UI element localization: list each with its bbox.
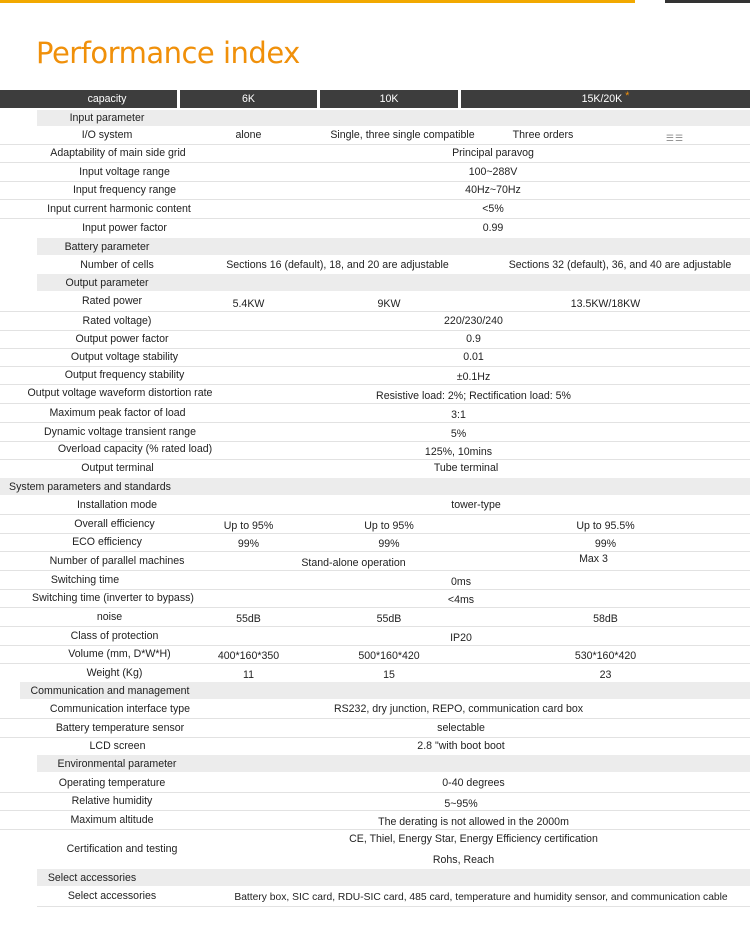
table-header bbox=[0, 90, 750, 108]
row-label: Number of parallel machines bbox=[49, 554, 185, 567]
section-env-label: Environmental parameter bbox=[57, 757, 177, 770]
row-label: Communication interface type bbox=[49, 703, 191, 715]
header-divider bbox=[458, 90, 461, 108]
table-row bbox=[0, 829, 750, 869]
cell-value: <4ms bbox=[447, 594, 475, 606]
row-label: Class of protection bbox=[70, 629, 159, 642]
menu-glyph-icon: ☰☰ bbox=[665, 132, 685, 143]
cell-value: 220/230/240 bbox=[444, 314, 503, 327]
cell-6k: Up to 95% bbox=[223, 519, 274, 532]
table-row bbox=[0, 348, 750, 366]
cell-value: RS232, dry junction, REPO, communication card box bbox=[333, 703, 584, 715]
cell-value: 0.01 bbox=[463, 351, 484, 363]
cell-value: 0ms bbox=[450, 575, 471, 588]
cell-value: tower-type bbox=[451, 499, 501, 511]
cell-6k: alone bbox=[235, 129, 262, 141]
table-row bbox=[0, 718, 750, 737]
table-row bbox=[0, 163, 750, 181]
row-label: Battery temperature sensor bbox=[55, 721, 185, 734]
cell-value: ±0.1Hz bbox=[456, 371, 491, 383]
cell-value: 3:1 bbox=[451, 408, 466, 421]
table-row bbox=[0, 645, 750, 663]
section-env bbox=[37, 755, 750, 772]
row-label: Switching time (inverter to bypass) bbox=[32, 592, 194, 604]
row-label: I/O system bbox=[81, 129, 133, 141]
table-row bbox=[0, 496, 750, 514]
row-label: Select accessories bbox=[67, 889, 157, 902]
cell-6k: 55dB bbox=[236, 612, 261, 625]
table-row bbox=[0, 218, 750, 237]
cell-value: Tube terminal bbox=[433, 462, 499, 474]
table-row bbox=[0, 792, 750, 810]
top-accent-bar-dark bbox=[665, 0, 750, 3]
row-label: Rated voltage) bbox=[82, 314, 152, 327]
row-label: Maximum altitude bbox=[70, 813, 154, 826]
cell-10k: 15 bbox=[383, 668, 395, 681]
row-label: Switching time bbox=[50, 573, 120, 586]
cell-value: 0.9 bbox=[466, 333, 481, 345]
row-label: Certification and testing bbox=[66, 843, 178, 855]
table-row bbox=[0, 774, 750, 792]
table-row bbox=[0, 311, 750, 330]
section-system bbox=[0, 478, 750, 495]
row-label: Input current harmonic content bbox=[47, 202, 191, 215]
cell-value: selectable bbox=[437, 721, 485, 734]
row-label: Input frequency range bbox=[72, 184, 177, 196]
cell-15k: Up to 95.5% bbox=[576, 519, 635, 532]
cell-10k: 500*160*420 bbox=[358, 650, 420, 662]
cell-value: 125%, 10mins bbox=[424, 446, 493, 458]
row-label: Input power factor bbox=[82, 221, 167, 234]
row-label: Rated power bbox=[81, 295, 143, 307]
section-output-label: Output parameter bbox=[65, 276, 149, 289]
cell-6k-10k: Sections 16 (default), 18, and 20 are adjustable bbox=[226, 258, 449, 271]
table-row bbox=[0, 291, 750, 311]
cell-15k: 530*160*420 bbox=[574, 650, 637, 662]
header-left-fill bbox=[0, 90, 37, 108]
table-row bbox=[0, 886, 750, 905]
table-row bbox=[0, 459, 750, 477]
cell-value: 100~288V bbox=[468, 166, 518, 178]
cell-6k: 99% bbox=[237, 538, 260, 550]
cell-value: <5% bbox=[482, 202, 504, 215]
header-divider bbox=[177, 90, 180, 108]
row-label: Maximum peak factor of load bbox=[49, 406, 186, 419]
cell-15k: 58dB bbox=[593, 612, 618, 625]
table-row bbox=[0, 663, 750, 682]
row-label: Installation mode bbox=[76, 499, 158, 511]
row-label: noise bbox=[96, 610, 123, 623]
header-10k: 10K bbox=[320, 90, 458, 108]
cell-6k: 400*160*350 bbox=[217, 650, 280, 662]
table-row bbox=[0, 737, 750, 755]
table-row bbox=[0, 366, 750, 384]
header-capacity: capacity bbox=[37, 90, 177, 108]
cell-value: 5~95% bbox=[444, 798, 478, 810]
header-divider bbox=[317, 90, 320, 108]
cell-value: 40Hz~70Hz bbox=[465, 184, 521, 196]
section-input-label: Input parameter bbox=[69, 112, 145, 124]
section-comm bbox=[20, 682, 750, 699]
table-row bbox=[0, 384, 750, 402]
table-row bbox=[0, 589, 750, 607]
row-label: Output terminal bbox=[81, 462, 154, 474]
cell-value-line2: Rohs, Reach bbox=[432, 854, 495, 866]
table-row bbox=[0, 700, 750, 718]
top-accent-bar bbox=[0, 0, 750, 3]
row-label: Output voltage stability bbox=[70, 351, 179, 363]
section-accessories bbox=[37, 869, 750, 886]
row-label: Volume (mm, D*W*H) bbox=[68, 648, 171, 660]
cell-6k: 11 bbox=[243, 668, 254, 681]
row-label: Weight (Kg) bbox=[86, 666, 143, 679]
cell-value: 5% bbox=[450, 427, 467, 440]
cell-10k: Single, three single compatible bbox=[330, 129, 475, 141]
table-row bbox=[0, 607, 750, 626]
row-label: Output voltage waveform distortion rate bbox=[27, 387, 213, 399]
cell-value: Battery box, SIC card, RDU-SIC card, 485 card, temperature and humidity sensor, and communication cable bbox=[234, 892, 728, 903]
cell-value: Resistive load: 2%; Rectification load: 5% bbox=[376, 390, 571, 402]
cell-15k: Sections 32 (default), 36, and 40 are adjustable bbox=[508, 258, 732, 271]
row-label: Overload capacity (% rated load) bbox=[57, 443, 213, 455]
cell-10k: 9KW bbox=[377, 298, 401, 310]
cell-value: Principal paravog bbox=[452, 147, 534, 159]
row-label: ECO efficiency bbox=[72, 536, 142, 548]
divider bbox=[37, 906, 750, 907]
table-row bbox=[0, 330, 750, 348]
section-comm-label: Communication and management bbox=[30, 684, 190, 697]
cell-15k: Three orders bbox=[512, 129, 574, 141]
cell-15k: Max 3 bbox=[579, 552, 608, 565]
row-label: LCD screen bbox=[89, 740, 146, 752]
cell-10k: Up to 95% bbox=[364, 519, 414, 532]
cell-value: IP20 bbox=[450, 631, 472, 644]
table-row bbox=[0, 255, 750, 274]
cell-6k: 5.4KW bbox=[232, 298, 265, 310]
table-row bbox=[0, 199, 750, 218]
row-label: Operating temperature bbox=[58, 777, 166, 789]
cell-value-line1: CE, Thiel, Energy Star, Energy Efficiency certification bbox=[349, 833, 598, 845]
section-output bbox=[37, 274, 750, 291]
section-battery-label: Battery parameter bbox=[64, 240, 150, 253]
top-accent-bar-orange bbox=[0, 0, 635, 3]
table-row bbox=[0, 181, 750, 199]
page-title: Performance index bbox=[36, 36, 300, 70]
section-accessories-label: Select accessories bbox=[47, 871, 137, 884]
table-row bbox=[0, 514, 750, 533]
table-row bbox=[0, 810, 750, 829]
table-row bbox=[0, 144, 750, 162]
table-row bbox=[0, 570, 750, 589]
table-row bbox=[0, 126, 750, 144]
cell-value: 2.8 "with boot boot bbox=[417, 740, 505, 752]
header-star: * bbox=[625, 90, 630, 102]
cell-15k: 13.5KW/18KW bbox=[570, 298, 641, 310]
row-label: Adaptability of main side grid bbox=[50, 147, 186, 159]
section-system-label: System parameters and standards bbox=[9, 480, 171, 493]
row-label: Overall efficiency bbox=[74, 517, 155, 530]
cell-15k: 99% bbox=[594, 538, 617, 550]
cell-10k: 99% bbox=[378, 538, 400, 550]
cell-value: 0-40 degrees bbox=[442, 777, 505, 789]
row-label: Output power factor bbox=[75, 333, 169, 345]
header-15k-20k bbox=[461, 90, 750, 108]
table-row bbox=[0, 626, 750, 645]
section-input bbox=[37, 110, 750, 126]
table-row bbox=[0, 422, 750, 441]
cell-10k: 55dB bbox=[376, 612, 402, 625]
table-row bbox=[0, 403, 750, 422]
header-15k-20k-label: 15K/20K bbox=[581, 93, 623, 105]
table-row bbox=[0, 440, 750, 458]
row-label: Output frequency stability bbox=[64, 369, 185, 381]
row-label: Dynamic voltage transient range bbox=[44, 425, 196, 438]
section-battery bbox=[37, 238, 750, 255]
row-label: Number of cells bbox=[80, 258, 154, 271]
cell-value: The derating is not allowed in the 2000m bbox=[378, 815, 569, 828]
row-label: Relative humidity bbox=[71, 795, 153, 807]
cell-6k-10k: Stand-alone operation bbox=[301, 556, 406, 569]
row-label: Input voltage range bbox=[79, 166, 170, 178]
table-row bbox=[0, 551, 750, 570]
cell-15k: 23 bbox=[599, 668, 612, 681]
cell-value: 0.99 bbox=[482, 221, 504, 234]
header-6k: 6K bbox=[180, 90, 317, 108]
